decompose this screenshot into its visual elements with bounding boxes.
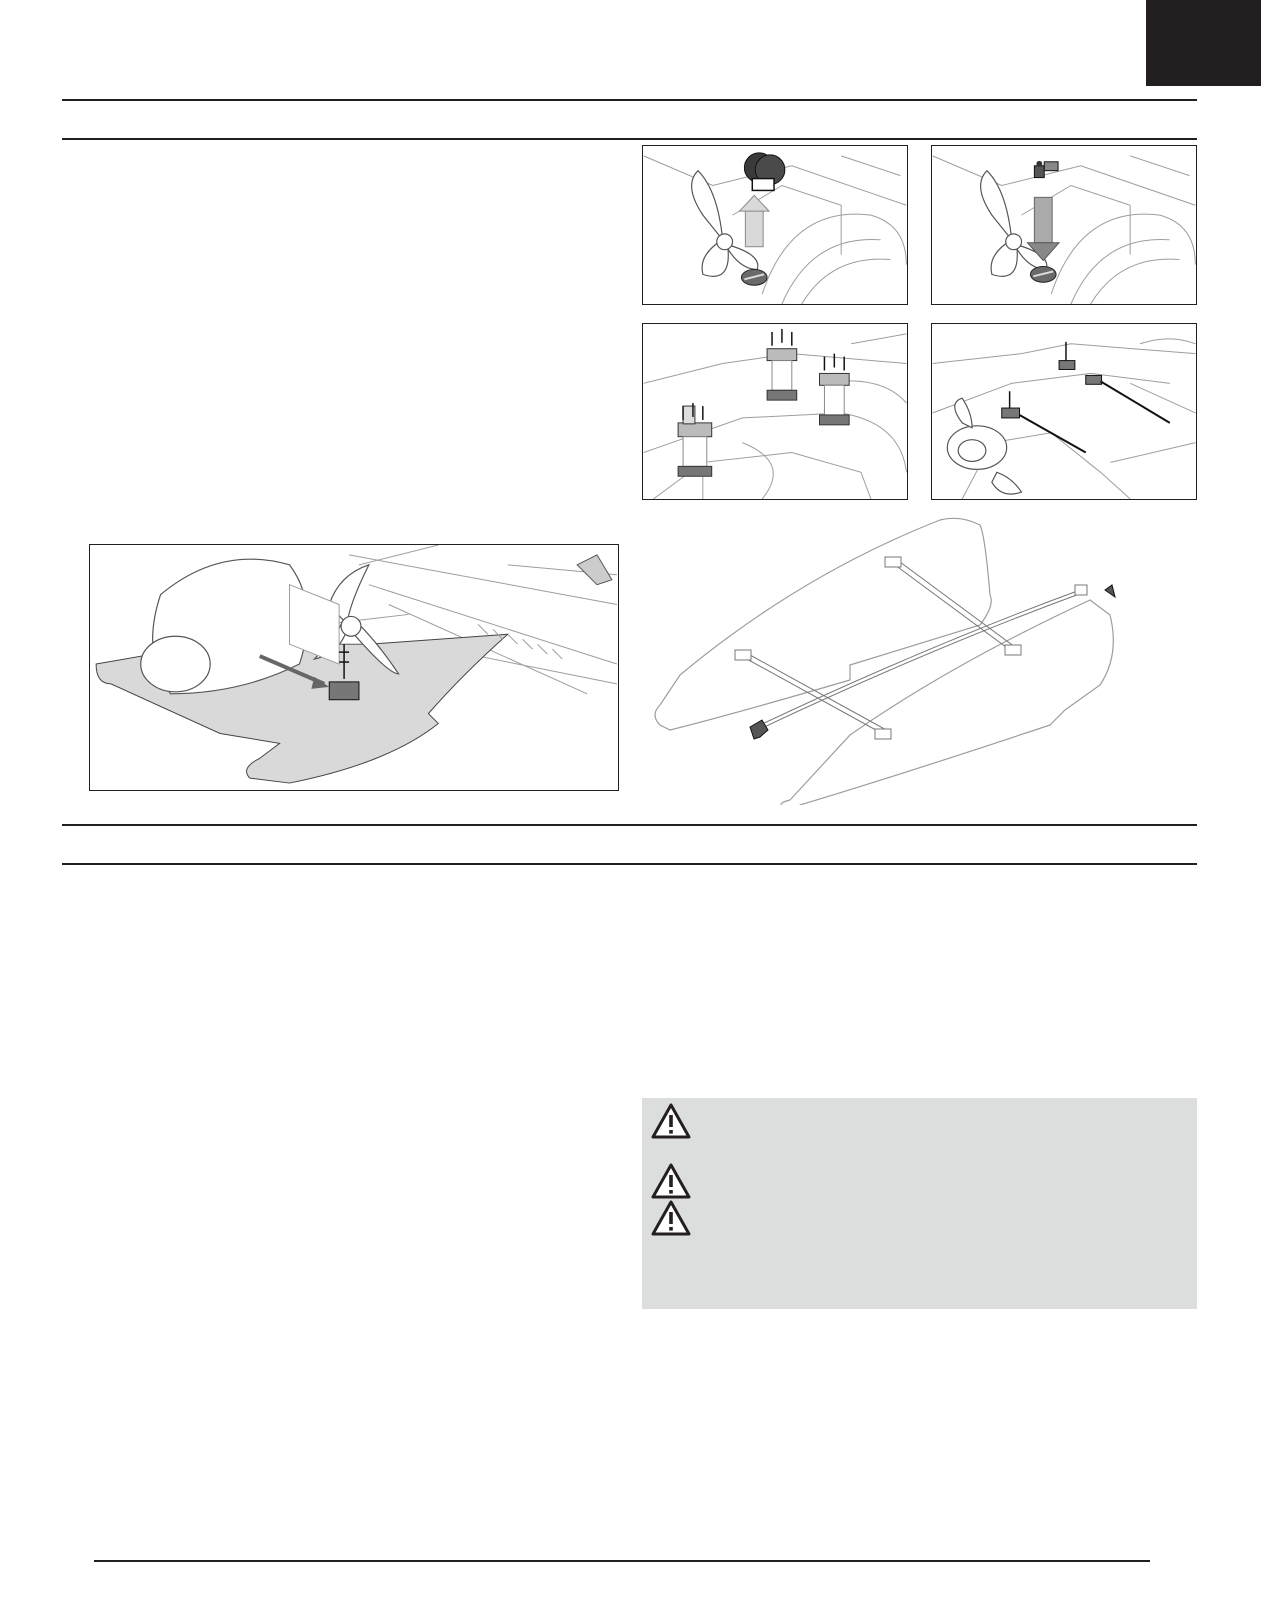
figure-install-mount	[931, 145, 1197, 305]
warning-triangle-icon	[651, 1200, 691, 1236]
section-2-top-rule	[62, 824, 1197, 826]
figure-attach-float	[89, 544, 619, 791]
language-tab	[1146, 0, 1261, 86]
warning-triangle-icon	[651, 1103, 691, 1139]
figure-remove-cap-illustration	[643, 146, 907, 304]
figure-install-mount-illustration	[932, 146, 1196, 304]
section-1-top-rule	[62, 99, 1197, 101]
section-2-bottom-rule	[62, 863, 1197, 865]
figure-bracket-screws-illustration	[643, 324, 907, 499]
figure-float-wires-illustration	[932, 324, 1196, 499]
figure-float-assembly	[650, 515, 1160, 805]
warning-triangle-icon	[651, 1163, 691, 1199]
figure-attach-float-illustration	[90, 545, 618, 790]
section-1-bottom-rule	[62, 138, 1197, 140]
footer-rule	[94, 1560, 1150, 1562]
figure-bracket-screws	[642, 323, 908, 500]
figure-remove-cap	[642, 145, 908, 305]
figure-float-assembly-illustration	[650, 515, 1160, 805]
warnings-panel	[642, 1098, 1197, 1309]
figure-float-wires	[931, 323, 1197, 500]
